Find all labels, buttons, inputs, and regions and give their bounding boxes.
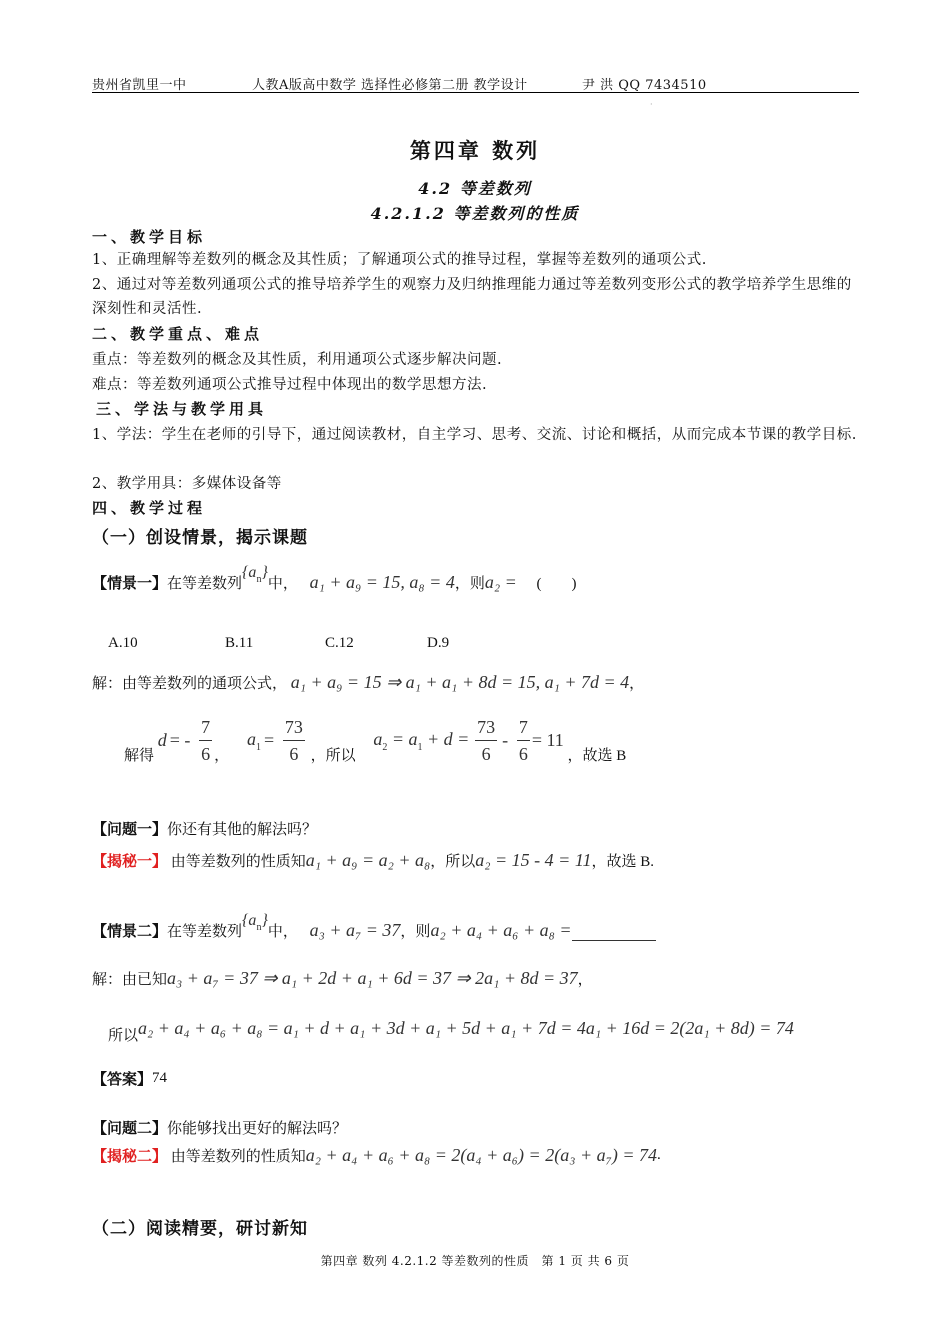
solution-1-line-2 xyxy=(124,716,904,765)
reveal-1-text-3: ，故选 B. xyxy=(591,854,655,870)
a2-fraction-1 xyxy=(475,716,497,765)
question-1-text: 你还有其他的解法吗？ xyxy=(167,822,318,838)
answer-line xyxy=(92,1068,872,1089)
solution-2-line-2 xyxy=(108,1018,888,1044)
difficult-point: 难点：等差数列通项公式推导过程中体现出的数学思想方法. xyxy=(92,377,488,393)
method-2: 2、教学用具：多媒体设备等 xyxy=(92,476,282,492)
heading-part-2: （二）阅读精要，研讨新知 xyxy=(92,1219,308,1239)
a2-frac1-denominator: 6 xyxy=(481,744,491,764)
a1-denominator: 6 xyxy=(289,744,299,764)
header-mark: · xyxy=(650,100,653,109)
scene-1-text-2: 中， xyxy=(267,576,298,592)
scene-1-ask: a₂ = xyxy=(484,572,517,592)
scene-2 xyxy=(92,912,872,941)
sequence-symbol-2: $\{a_n\}$ xyxy=(242,912,268,933)
reveal-2-text: 由等差数列的性质知 xyxy=(170,1149,306,1165)
scene-2-text: 在等差数列 xyxy=(167,924,243,940)
question-2-tag: 【问题二】 xyxy=(92,1121,168,1137)
d-denominator: 6 xyxy=(201,744,211,764)
scene-2-tag: 【情景二】 xyxy=(92,924,168,940)
scene-1-text-3: ，则 xyxy=(454,576,485,592)
header-rule xyxy=(92,92,859,93)
question-1-tag: 【问题一】 xyxy=(92,822,168,838)
minus-sign: - xyxy=(502,730,509,750)
reveal-1-text: 由等差数列的性质知 xyxy=(170,854,306,870)
reveal-1-math-2: a₂ = 15 - 4 = 11 xyxy=(475,850,592,870)
a1-symbol: $a_1$ xyxy=(246,728,261,753)
a1-fraction xyxy=(283,716,305,765)
scene-1 xyxy=(92,564,872,593)
scene-1-given: a₁ + a₉ = 15, a₈ = 4 xyxy=(309,572,455,592)
section-title: 4.2 等差数列 xyxy=(418,179,532,198)
d-numerator: 7 xyxy=(199,716,212,741)
solution-2-line-1 xyxy=(92,968,872,989)
chapter-title: 第四章 数列 xyxy=(409,138,541,163)
page-footer: 第四章 数列 4.2.1.2 等差数列的性质 第 1 页 共 6 页 xyxy=(320,1254,630,1268)
question-1 xyxy=(92,818,872,839)
reveal-1-math-1: a₁ + a₉ = a₂ + a₈ xyxy=(305,850,431,870)
reveal-1 xyxy=(92,850,872,871)
key-point: 重点：等差数列的概念及其性质，利用通项公式逐步解决问题. xyxy=(92,352,503,368)
solution-1-jiede: 解得 xyxy=(124,748,155,764)
a2-frac2-numerator: 7 xyxy=(517,716,530,741)
heading-objectives: 一、教学目标 xyxy=(92,228,207,246)
reveal-1-text-2: ，所以 xyxy=(430,854,476,870)
choice-d: D.9 xyxy=(427,635,450,651)
scene-2-given: a₃ + a₇ = 37 xyxy=(309,920,401,940)
solution-1-equation: a₁ + a₉ = 15 ⇒ a₁ + a₁ + 8d = 15, a₁ + 7d = 4 xyxy=(290,672,630,692)
reveal-2-math: a₂ + a₄ + a₆ + a₈ = 2(a₄ + a₆) = 2(a₃ + a₇) = 74 xyxy=(305,1145,657,1165)
heading-process: 四、教学过程 xyxy=(92,499,207,517)
answer-blank xyxy=(572,926,656,941)
a2-result: = 11 xyxy=(531,730,564,750)
a2-frac2-denominator: 6 xyxy=(518,744,528,764)
heading-key-points: 二、教学重点、难点 xyxy=(92,325,264,343)
solution-2-suoyi: 所以 xyxy=(108,1028,139,1044)
method-1: 1、学法：学生在老师的引导下，通过阅读教材，自主学习、思考、交流、讨论和概括，从而完成本节课的教学目标. xyxy=(92,427,857,443)
solution-1-line-1 xyxy=(92,672,872,693)
a2-fraction-2 xyxy=(517,716,530,765)
a2-expression: $a_2 = a_1 + d$ = xyxy=(373,728,470,753)
solution-2-prefix: 解：由已知 xyxy=(92,972,168,988)
question-2 xyxy=(92,1117,872,1138)
a2-frac1-numerator: 73 xyxy=(475,716,497,741)
header-author: 尹 洪 QQ 7434510 xyxy=(582,78,707,93)
answer-paren: ( ) xyxy=(536,576,577,592)
equals-minus-sign: = - xyxy=(169,730,191,750)
choice-c: C.12 xyxy=(325,635,354,651)
solution-1-prefix: 解：由等差数列的通项公式， xyxy=(92,676,288,692)
solution-2-result: a₂ + a₄ + a₆ + a₈ = a₁ + d + a₁ + 3d + a₁ + 5d + a₁ + 7d = 4a₁ + 16d = 2(2a₁ + 8d) = 74 xyxy=(138,1018,794,1038)
d-fraction xyxy=(199,716,212,765)
heading-methods: 三、学法与教学用具 xyxy=(96,400,268,418)
answer-value: 74 xyxy=(152,1070,168,1086)
scene-2-text-2: 中， xyxy=(267,924,298,940)
header-book: 人教A版高中数学 选择性必修第二册 教学设计 xyxy=(252,78,528,93)
solution-2-equation: a₃ + a₇ = 37 ⇒ a₁ + 2d + a₁ + 6d = 37 ⇒ 2a₁ + 8d = 37 xyxy=(167,968,578,988)
question-2-text: 你能够找出更好的解法吗？ xyxy=(167,1121,348,1137)
reveal-2-end: . xyxy=(657,1147,661,1163)
reveal-2-tag: 【揭秘二】 xyxy=(92,1149,168,1165)
solution-1-suoyi: ，所以 xyxy=(310,748,356,764)
choice-a: A.10 xyxy=(108,635,138,651)
choice-b: B.11 xyxy=(225,635,254,651)
solution-1-conclusion: ，故选 B xyxy=(567,748,627,764)
scene-2-text-3: ，则 xyxy=(400,924,431,940)
d-symbol: d xyxy=(157,730,167,750)
reveal-2 xyxy=(92,1145,872,1166)
heading-part-1: （一）创设情景，揭示课题 xyxy=(92,528,308,548)
header-school: 贵州省凯里一中 xyxy=(92,78,187,93)
scene-1-tag: 【情景一】 xyxy=(92,576,168,592)
solution-2-comma: ， xyxy=(577,972,593,988)
a1-numerator: 73 xyxy=(283,716,305,741)
answer-tag: 【答案】 xyxy=(92,1072,153,1088)
equals-sign: = xyxy=(263,730,275,750)
reveal-1-tag: 【揭秘一】 xyxy=(92,854,168,870)
sequence-symbol: $\{a_n\}$ xyxy=(242,564,268,585)
separator-comma: ， xyxy=(214,748,230,764)
lesson-title: 4.2.1.2 等差数列的性质 xyxy=(370,204,580,223)
solution-1-comma: ， xyxy=(629,676,645,692)
objective-2: 2、通过对等差数列通项公式的推导培养学生的观察力及归纳推理能力通过等差数列变形公式的教学培养学生思维的深刻性和灵活性. xyxy=(92,277,852,317)
scene-2-ask: a₂ + a₄ + a₆ + a₈ = xyxy=(430,920,572,940)
scene-1-text: 在等差数列 xyxy=(167,576,243,592)
objective-1: 1、正确理解等差数列的概念及其性质；了解通项公式的推导过程，掌握等差数列的通项公式. xyxy=(92,252,707,268)
